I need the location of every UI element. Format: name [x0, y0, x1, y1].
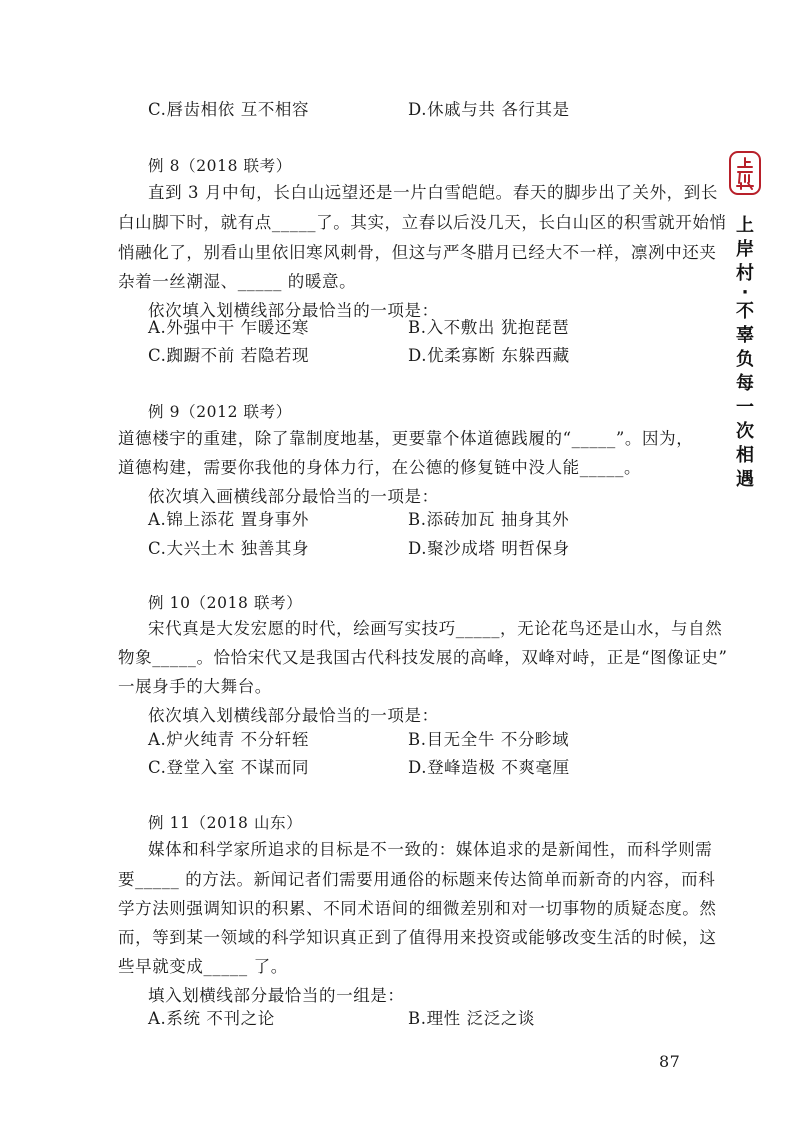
example-11-line: 学方法则强调知识的积累、不同术语间的细微差别和对一切事物的质疑态度。然: [118, 899, 717, 918]
side-brand-char: 上: [736, 215, 754, 236]
example-10-option-a: A.炉火纯青 不分轩轾: [148, 730, 310, 749]
example-9-option-a: A.锦上添花 置身事外: [148, 510, 310, 529]
side-brand-char: 遇: [736, 469, 754, 490]
side-brand-char: 每: [736, 373, 754, 394]
side-brand-char: 岸: [736, 239, 754, 260]
example-11-option-a: A.系统 不刊之论: [148, 1009, 275, 1028]
example-8-line: 悄融化了，别看山里依旧寒风刺骨，但这与严冬腊月已经大不一样，凛冽中还夹: [118, 243, 717, 262]
example-8-option-a: A.外强中干 乍暖还寒: [148, 318, 310, 337]
side-brand-char: ·: [741, 282, 749, 303]
example-8-line: 直到 3 月中旬，长白山远望还是一片白雪皑皑。春天的脚步出了关外，到长: [148, 183, 718, 202]
example-9-heading: 例 9（2012 联考）: [148, 403, 292, 421]
example-8-option-d: D.优柔寡断 东躲西藏: [408, 346, 570, 365]
side-brand-char: 不: [736, 301, 754, 322]
example-9-question: 依次填入画横线部分最恰当的一项是：: [148, 487, 439, 506]
example-10-option-d: D.登峰造极 不爽毫厘: [408, 758, 570, 777]
example-10-option-b: B.目无全牛 不分畛域: [408, 730, 570, 749]
example-8-line: 白山脚下时，就有点_____了。其实，立春以后没几天，长白山区的积雪就开始悄: [118, 213, 727, 232]
example-10-line: 物象_____。恰恰宋代又是我国古代科技发展的高峰，双峰对峙，正是“图像证史”: [118, 648, 728, 667]
example-9-option-b: B.添砖加瓦 抽身其外: [408, 510, 570, 529]
example-8-line: 杂着一丝潮湿、_____ 的暖意。: [118, 272, 357, 291]
example-11-line: 而，等到某一领域的科学知识真正到了值得用来投资或能够改变生活的时候，这: [118, 928, 717, 947]
option-d: D.休戚与共 各行其是: [408, 100, 570, 119]
example-9-option-d: D.聚沙成塔 明哲保身: [408, 539, 570, 558]
example-10-question: 依次填入划横线部分最恰当的一项是：: [148, 706, 439, 725]
example-10-option-c: C.登堂入室 不谋而同: [148, 758, 310, 777]
side-brand-char: 一: [736, 397, 754, 418]
example-8-heading: 例 8（2018 联考）: [148, 157, 292, 175]
example-10-line: 一展身手的大舞台。: [118, 677, 272, 696]
example-11-question: 填入划横线部分最恰当的一组是：: [148, 986, 405, 1005]
example-11-line: 媒体和科学家所追求的目标是不一致的：媒体追求的是新闻性，而科学则需: [148, 840, 713, 859]
option-c: C.唇齿相依 互不相容: [148, 100, 310, 119]
example-11-line: 些早就变成_____ 了。: [118, 957, 288, 976]
seal-logo-glyph: [731, 153, 759, 193]
example-11-option-b: B.理性 泛泛之谈: [408, 1009, 536, 1028]
example-9-option-c: C.大兴土木 独善其身: [148, 539, 310, 558]
example-8-question: 依次填入划横线部分最恰当的一项是：: [148, 301, 439, 320]
example-8-option-c: C.踟蹰不前 若隐若现: [148, 346, 310, 365]
example-10-heading: 例 10（2018 联考）: [148, 594, 303, 612]
example-9-line: 道德构建，需要你我他的身体力行，在公德的修复链中没人能_____。: [118, 458, 642, 477]
example-9-line: 道德楼宇的重建，除了靠制度地基，更要靠个体道德践履的“_____”。因为，: [118, 429, 694, 448]
side-brand: [733, 214, 757, 492]
example-11-heading: 例 11（2018 山东）: [148, 814, 303, 832]
example-10-line: 宋代真是大发宏愿的时代，绘画写实技巧_____，无论花鸟还是山水，与自然: [148, 619, 723, 638]
side-brand-char: 负: [736, 349, 754, 370]
side-brand-char: 相: [736, 445, 754, 466]
side-brand-char: 村: [736, 263, 754, 284]
example-8-option-b: B.入不敷出 犹抱琵琶: [408, 318, 570, 337]
side-brand-char: 次: [736, 421, 754, 442]
side-brand-char: 辜: [736, 325, 754, 346]
example-11-line: 要_____ 的方法。新闻记者们需要用通俗的标题来传达简单而新奇的内容，而科: [118, 870, 716, 889]
seal-logo: [729, 151, 761, 195]
page-number: 87: [659, 1052, 681, 1071]
